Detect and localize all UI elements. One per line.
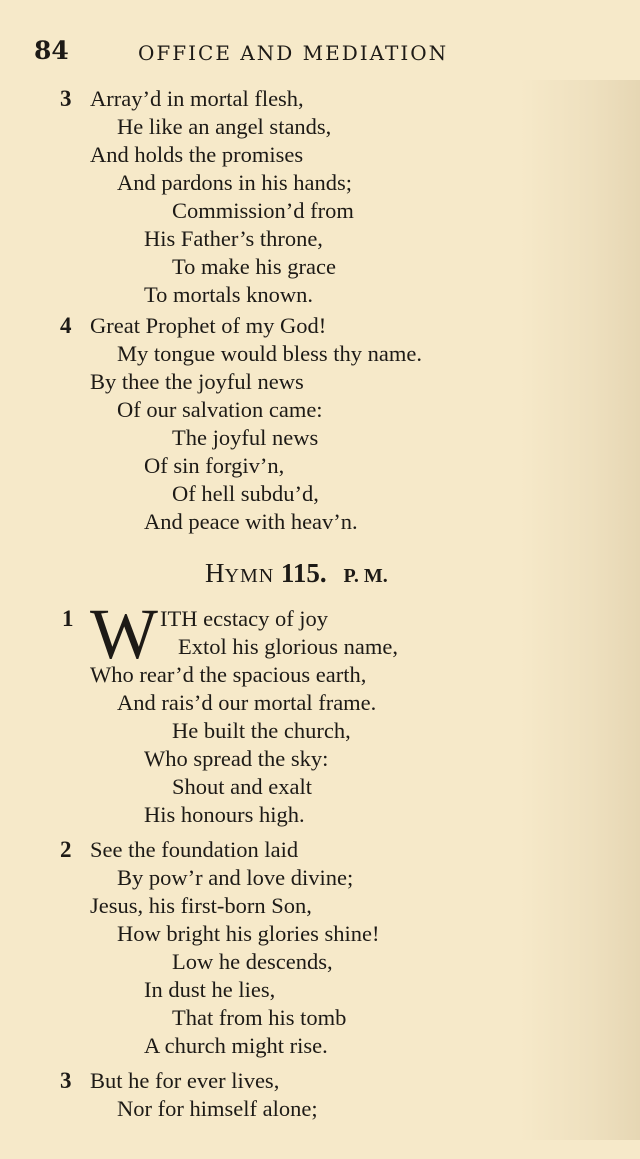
- verse-line: ITH ecstacy of joy: [160, 606, 329, 631]
- stanza-number: 1: [62, 606, 74, 631]
- verse-line: But he for ever lives,: [90, 1068, 280, 1093]
- verse-line: Commission’d from: [172, 198, 354, 223]
- running-title: OFFICE AND MEDIATION: [138, 41, 449, 65]
- verse-line: By pow’r and love divine;: [117, 865, 354, 890]
- verse-line: A church might rise.: [144, 1033, 328, 1058]
- verse-line: The joyful news: [172, 425, 319, 450]
- verse-line: To mortals known.: [144, 282, 314, 307]
- verse-line: And holds the promises: [90, 142, 304, 167]
- hymn-title-initial: H: [205, 558, 225, 588]
- hymn-number: 115.: [280, 558, 327, 588]
- stanza-number: 3: [60, 1068, 72, 1093]
- hymn-meter: P. M.: [343, 565, 388, 587]
- verse-line: And peace with heav’n.: [144, 509, 358, 534]
- verse-line: Of hell subdu’d,: [172, 481, 319, 506]
- verse-line: Low he descends,: [172, 949, 333, 974]
- verse-line: Who spread the sky:: [144, 746, 329, 771]
- verse-line: And pardons in his hands;: [117, 170, 352, 195]
- verse-line: His Father’s throne,: [144, 226, 323, 251]
- verse-line: In dust he lies,: [144, 977, 276, 1002]
- page-header: [34, 36, 594, 70]
- verse-line: He built the church,: [172, 718, 351, 743]
- verse-line: Great Prophet of my God!: [90, 313, 327, 338]
- verse-line: That from his tomb: [172, 1005, 347, 1030]
- verse-line: Nor for himself alone;: [117, 1096, 318, 1121]
- hymn-title-rest: YMN: [224, 565, 275, 587]
- drop-cap: W: [90, 594, 158, 674]
- stanza-number: 2: [60, 837, 72, 862]
- verse-line: See the foundation laid: [90, 837, 299, 862]
- stanza-number: 4: [60, 313, 72, 338]
- verse-line: By thee the joyful news: [90, 369, 304, 394]
- verse-line: Of sin forgiv’n,: [144, 453, 285, 478]
- verse-line: Who rear’d the spacious earth,: [90, 662, 367, 687]
- verse-line: Jesus, his first-born Son,: [90, 893, 312, 918]
- verse-line: Shout and exalt: [172, 774, 312, 799]
- show-through-shadow: [520, 80, 640, 1140]
- verse-line: How bright his glories shine!: [117, 921, 380, 946]
- verse-line: Of our salvation came:: [117, 397, 323, 422]
- stanza-number: 3: [60, 86, 72, 111]
- verse-line: And rais’d our mortal frame.: [117, 690, 377, 715]
- page-number: 84: [34, 36, 69, 65]
- verse-line: His honours high.: [144, 802, 305, 827]
- verse-line: Extol his glorious name,: [178, 634, 398, 659]
- verse-line: Array’d in mortal flesh,: [90, 86, 304, 111]
- hymn-title: [205, 555, 388, 594]
- verse-line: He like an angel stands,: [117, 114, 332, 139]
- verse-line: My tongue would bless thy name.: [117, 341, 422, 366]
- verse-line: To make his grace: [172, 254, 336, 279]
